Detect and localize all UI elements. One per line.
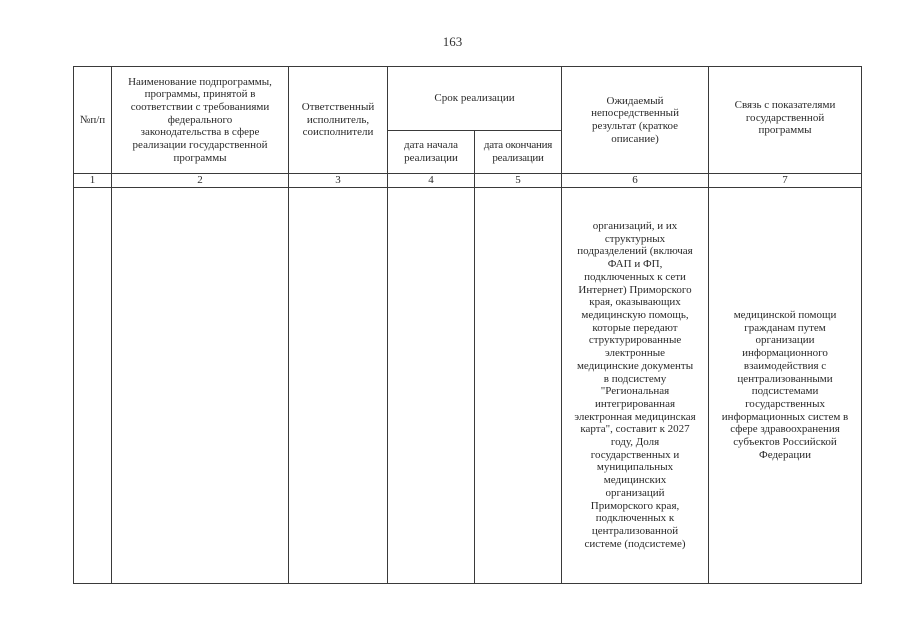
column-number-row	[74, 174, 862, 188]
header-expected-result: Ожидаемый непосредственный результат (краткое описание)	[562, 67, 709, 174]
cell-end-date	[475, 187, 562, 583]
header-end-date: дата окончания реализации	[475, 131, 562, 174]
header-start-date: дата начала реализации	[388, 131, 475, 174]
header-indicator-link: Связь с показателями государственной программы	[709, 67, 862, 174]
column-number: 1	[74, 174, 112, 188]
cell-number	[74, 187, 112, 583]
column-number: 2	[112, 174, 289, 188]
header-implementation-period: Срок реализации	[388, 67, 562, 131]
column-number: 6	[562, 174, 709, 188]
page-number: 163	[442, 34, 463, 49]
cell-responsible-executor	[289, 187, 388, 583]
program-table	[73, 66, 862, 584]
column-number: 3	[289, 174, 388, 188]
cell-expected-result: организаций, и их структурных подразделений (включая ФАП и ФП, подключенных к сети Интернет) Приморского края, оказывающих медицинскую помощь, которые передают структурированные электронные медицинские документы в подсистему "Региональная интегрированная электронная медицинская карта", составит к 2027 году, Доля государственных и муниципальных медицинских организаций Приморского края, подключенных к централизованной системе (подсистеме)	[562, 187, 709, 583]
column-number: 4	[388, 174, 475, 188]
column-number: 5	[475, 174, 562, 188]
header-subprogram-name: Наименование подпрограммы, программы, принятой в соответствии с требованиями федерального законодательства в сфере реализации государственной программы	[112, 67, 289, 174]
cell-indicator-link: медицинской помощи гражданам путем организации информационного взаимодействия с централизованными подсистемами государственных информационных систем в сфере здравоохранения субъектов Российской Федерации	[709, 187, 862, 583]
header-row-top	[74, 67, 862, 131]
cell-start-date	[388, 187, 475, 583]
cell-subprogram-name	[112, 187, 289, 583]
column-number: 7	[709, 174, 862, 188]
table-row	[74, 187, 862, 583]
header-number: №п/п	[74, 67, 112, 174]
header-responsible-executor: Ответственный исполнитель, соисполнители	[289, 67, 388, 174]
